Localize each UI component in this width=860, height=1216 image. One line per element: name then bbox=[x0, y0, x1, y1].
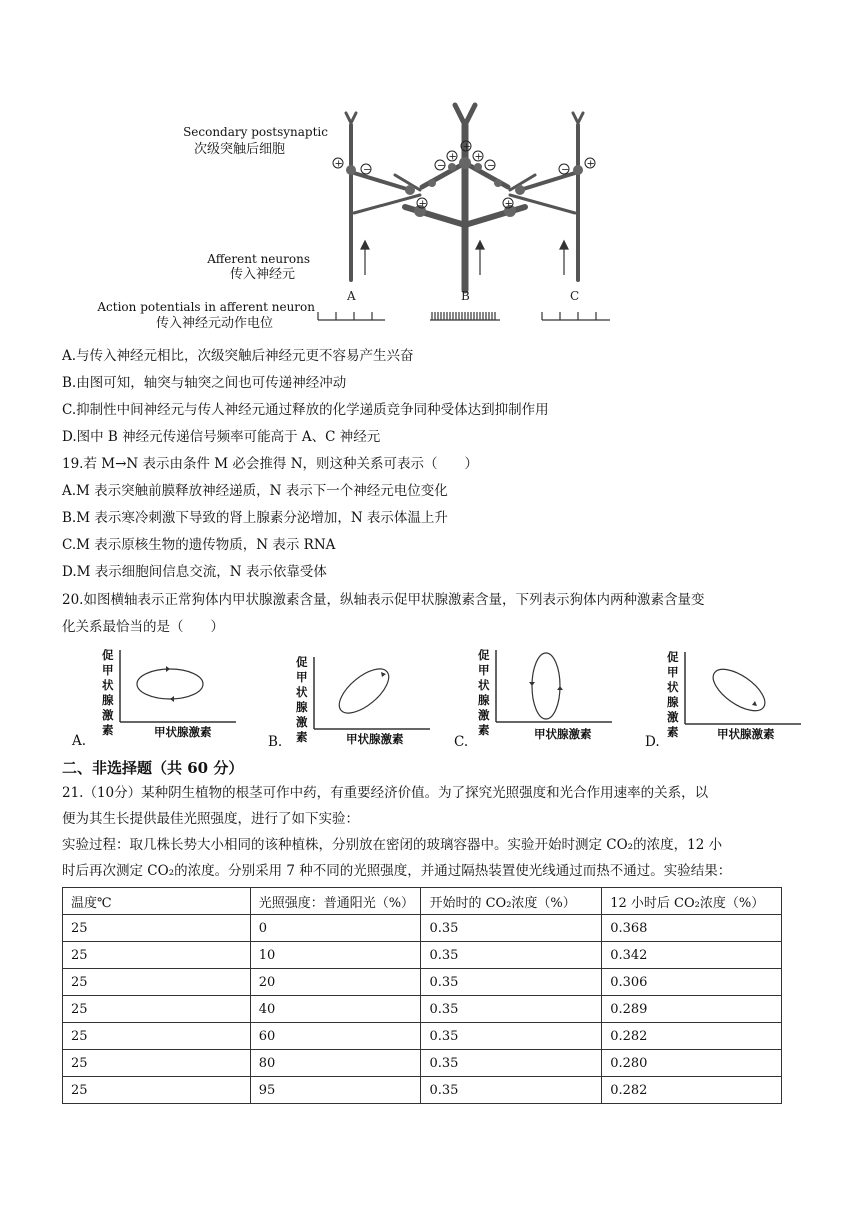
graph-c-curve bbox=[532, 653, 560, 719]
cell: 0.282 bbox=[602, 1023, 782, 1050]
cell: 25 bbox=[63, 942, 251, 969]
svg-text:−: − bbox=[561, 164, 570, 176]
table-row bbox=[63, 915, 782, 942]
q18-option-b: B.由图可知，轴突与轴突之间也可传递神经冲动 bbox=[62, 375, 347, 391]
q19-stem: 19.若 M→N 表示由条件 M 必会推得 N，则这种关系可表示（ ） bbox=[62, 456, 479, 472]
table-row bbox=[63, 1077, 782, 1104]
procedure-line1: 实验过程：取几株长势大小相同的该种植株，分别放在密闭的玻璃容器中。实验开始时测定 CO₂的浓度，12 小 bbox=[62, 837, 723, 853]
cell: 0.35 bbox=[421, 969, 602, 996]
q20-stem-line1: 20.如图横轴表示正常狗体内甲状腺激素含量，纵轴表示促甲状腺激素含量，下列表示狗体内两种激素含量变 bbox=[62, 592, 705, 608]
results-table bbox=[62, 887, 782, 1104]
cell: 0.35 bbox=[421, 915, 602, 942]
svg-text:+: + bbox=[474, 151, 483, 163]
svg-text:−: − bbox=[437, 160, 446, 172]
label-ap-en: Action potentials in afferent neuron bbox=[97, 300, 315, 314]
q20-graph-a bbox=[66, 648, 236, 748]
graph-b-option: B. bbox=[268, 734, 283, 750]
label-secondary-zh: 次级突触后细胞 bbox=[193, 142, 285, 157]
label-afferent-en: Afferent neurons bbox=[207, 252, 310, 266]
table-row bbox=[63, 996, 782, 1023]
svg-text:+: + bbox=[504, 198, 513, 210]
label-ap-zh: 传入神经元动作电位 bbox=[155, 316, 273, 331]
cell: 25 bbox=[63, 969, 251, 996]
left-dendrite-top bbox=[346, 113, 356, 123]
label-secondary-en: Secondary postsynaptic bbox=[183, 125, 328, 139]
graph-d-y-label: 促甲状腺激素 bbox=[667, 650, 679, 739]
graph-a-y-label: 促甲状腺激素 bbox=[102, 648, 114, 737]
q20-graph-b bbox=[262, 655, 432, 755]
table-row bbox=[63, 1023, 782, 1050]
cell: 60 bbox=[250, 1023, 421, 1050]
svg-text:−: − bbox=[487, 160, 496, 172]
neuron-diagram bbox=[310, 95, 620, 335]
table-header-row bbox=[63, 888, 782, 915]
table-row bbox=[63, 969, 782, 996]
table-row bbox=[63, 942, 782, 969]
q20-graph-c bbox=[448, 648, 618, 748]
graph-c-x-label: 甲状腺激素 bbox=[534, 727, 592, 741]
cell: 0.35 bbox=[421, 1050, 602, 1077]
neuron-label-a: A bbox=[347, 289, 356, 303]
graph-d-x-label: 甲状腺激素 bbox=[717, 727, 775, 741]
graph-c-option: C. bbox=[454, 734, 469, 750]
q19-option-c: C.M 表示原核生物的遗传物质，N 表示 RNA bbox=[62, 537, 336, 553]
neuron-label-c: C bbox=[570, 289, 580, 303]
cell: 95 bbox=[250, 1077, 421, 1104]
graph-b-x-label: 甲状腺激素 bbox=[346, 732, 404, 746]
cell: 0.368 bbox=[602, 915, 782, 942]
cell: 0 bbox=[250, 915, 421, 942]
svg-text:+: + bbox=[448, 151, 457, 163]
cell: 25 bbox=[63, 1023, 251, 1050]
cell: 0.282 bbox=[602, 1077, 782, 1104]
cell: 0.280 bbox=[602, 1050, 782, 1077]
neuron-figure bbox=[80, 95, 620, 335]
graph-b-curve bbox=[332, 661, 396, 721]
cell: 20 bbox=[250, 969, 421, 996]
q21-line1: 21.（10分）某种阴生植物的根茎可作中药，有重要经济价值。为了探究光照强度和光合作用速率的关系，以 bbox=[62, 785, 709, 801]
label-afferent-zh: 传入神经元 bbox=[229, 267, 295, 282]
cell: 25 bbox=[63, 1050, 251, 1077]
cell: 0.35 bbox=[421, 1023, 602, 1050]
q20-stem-line2: 化关系最恰当的是（ ） bbox=[62, 619, 224, 635]
section2-heading: 二、非选择题（共 60 分） bbox=[62, 759, 244, 777]
cell: 0.306 bbox=[602, 969, 782, 996]
svg-text:+: + bbox=[418, 198, 427, 210]
q19-option-d: D.M 表示细胞间信息交流，N 表示依靠受体 bbox=[62, 564, 327, 580]
graph-c-y-label: 促甲状腺激素 bbox=[478, 648, 490, 737]
q18-option-a: A.与传入神经元相比，次级突触后神经元更不容易产生兴奋 bbox=[62, 348, 414, 364]
graph-d-option: D. bbox=[645, 734, 660, 750]
q19-option-b: B.M 表示寒冷刺激下导致的肾上腺素分泌增加，N 表示体温上升 bbox=[62, 510, 448, 526]
table-row bbox=[63, 1050, 782, 1077]
graph-a-option: A. bbox=[72, 733, 87, 749]
graph-d-curve bbox=[706, 661, 771, 718]
svg-text:−: − bbox=[363, 164, 372, 176]
cell: 25 bbox=[63, 1077, 251, 1104]
cell: 0.35 bbox=[421, 1077, 602, 1104]
graph-a-x-label: 甲状腺激素 bbox=[154, 725, 212, 739]
q20-graph-d bbox=[643, 650, 813, 750]
graph-a-curve bbox=[137, 669, 203, 699]
header-light: 光照强度：普通阳光（%） bbox=[250, 888, 421, 915]
cell: 25 bbox=[63, 996, 251, 1023]
svg-text:+: + bbox=[334, 158, 343, 170]
cell: 40 bbox=[250, 996, 421, 1023]
svg-text:+: + bbox=[462, 141, 471, 153]
graph-b-y-label: 促甲状腺激素 bbox=[296, 655, 308, 744]
cell: 80 bbox=[250, 1050, 421, 1077]
header-co2-12h: 12 小时后 CO₂浓度（%） bbox=[602, 888, 782, 915]
cell: 0.342 bbox=[602, 942, 782, 969]
cell: 25 bbox=[63, 915, 251, 942]
cell: 10 bbox=[250, 942, 421, 969]
ap-traces bbox=[318, 312, 610, 320]
cell: 0.289 bbox=[602, 996, 782, 1023]
procedure-line2: 时后再次测定 CO₂的浓度。分别采用 7 种不同的光照强度，并通过隔热装置使光线通过而热不通过。实验结果： bbox=[62, 863, 732, 879]
q18-option-c: C.抑制性中间神经元与传人神经元通过释放的化学递质竞争同种受体达到抑制作用 bbox=[62, 402, 549, 418]
q21-line2: 便为其生长提供最佳光照强度，进行了如下实验： bbox=[62, 811, 359, 827]
q19-option-a: A.M 表示突触前膜释放神经递质，N 表示下一个神经元电位变化 bbox=[62, 483, 448, 499]
svg-text:+: + bbox=[586, 158, 595, 170]
header-co2-start: 开始时的 CO₂浓度（%） bbox=[421, 888, 602, 915]
cell: 0.35 bbox=[421, 996, 602, 1023]
neuron-label-b: B bbox=[461, 289, 470, 303]
cell: 0.35 bbox=[421, 942, 602, 969]
header-temperature: 温度℃ bbox=[63, 888, 251, 915]
q18-option-d: D.图中 B 神经元传递信号频率可能高于 A、C 神经元 bbox=[62, 429, 381, 445]
